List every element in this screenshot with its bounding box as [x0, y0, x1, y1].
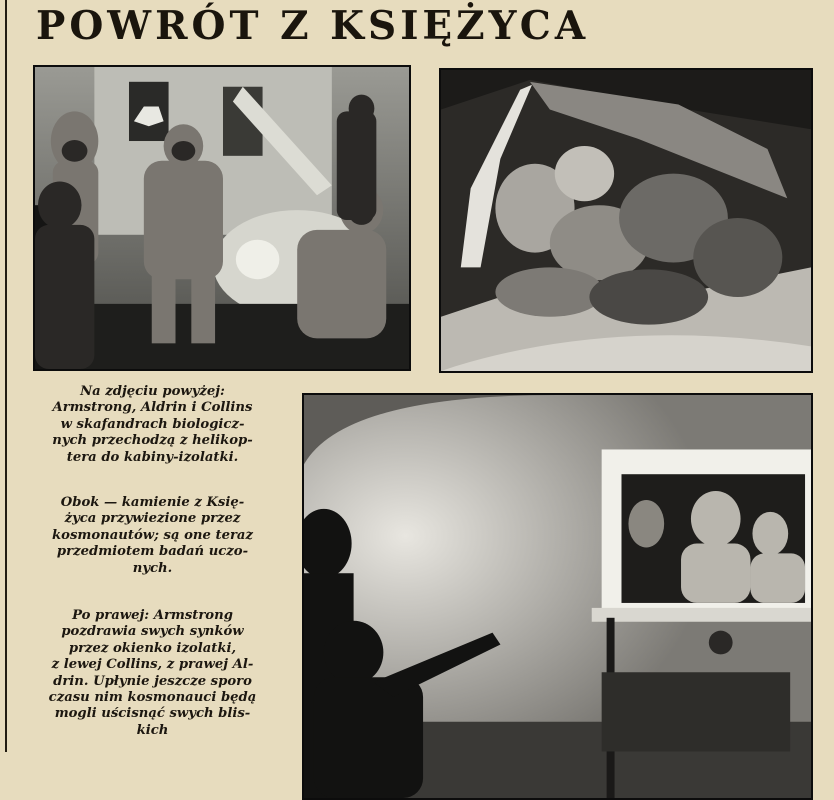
caption-helicopter — [33, 384, 272, 466]
caption-line: przez okienko izolatki, — [68, 640, 237, 656]
caption-line: życa przywiezione przez — [64, 511, 241, 527]
photo-moon-rocks-image — [441, 70, 811, 371]
caption-line: z lewej Collins, z prawej Al- — [51, 657, 254, 673]
caption-line: przedmiotem badań uczo- — [56, 544, 249, 560]
column-rule — [5, 0, 7, 752]
caption-line: Armstrong, Aldrin i Collins — [52, 400, 253, 416]
photo-isolation-window-image — [304, 395, 811, 798]
caption-line: drin. Upłynie jeszcze sporo — [53, 673, 252, 689]
caption-line: pozdrawia swych synków — [61, 624, 244, 640]
caption-line: nych przechodzą z helikop- — [52, 433, 253, 449]
page-headline: POWRÓT Z KSIĘŻYCA — [36, 3, 590, 49]
caption-moon-rocks — [33, 495, 272, 577]
caption-line: kich — [136, 722, 169, 738]
photo-astronauts-helicopter-image — [35, 67, 409, 369]
caption-line: nych. — [132, 560, 173, 576]
caption-line: w skafandrach biologicz- — [60, 416, 245, 432]
caption-line: kosmonautów; są one teraz — [52, 527, 253, 543]
photo-astronauts-helicopter — [33, 65, 411, 371]
caption-isolation-window — [33, 608, 272, 739]
caption-line: mogli uścisnąć swych blis- — [54, 706, 251, 722]
caption-line: czasu nim kosmonauci będą — [48, 690, 257, 706]
caption-line: tera do kabiny-izolatki. — [66, 449, 239, 465]
photo-moon-rocks — [439, 68, 813, 373]
photo-isolation-window — [302, 393, 813, 800]
caption-line: Na zdjęciu powyżej: — [80, 384, 225, 399]
caption-line: Po prawej: Armstrong — [72, 608, 233, 623]
caption-line: Obok — kamienie z Księ- — [60, 495, 245, 510]
